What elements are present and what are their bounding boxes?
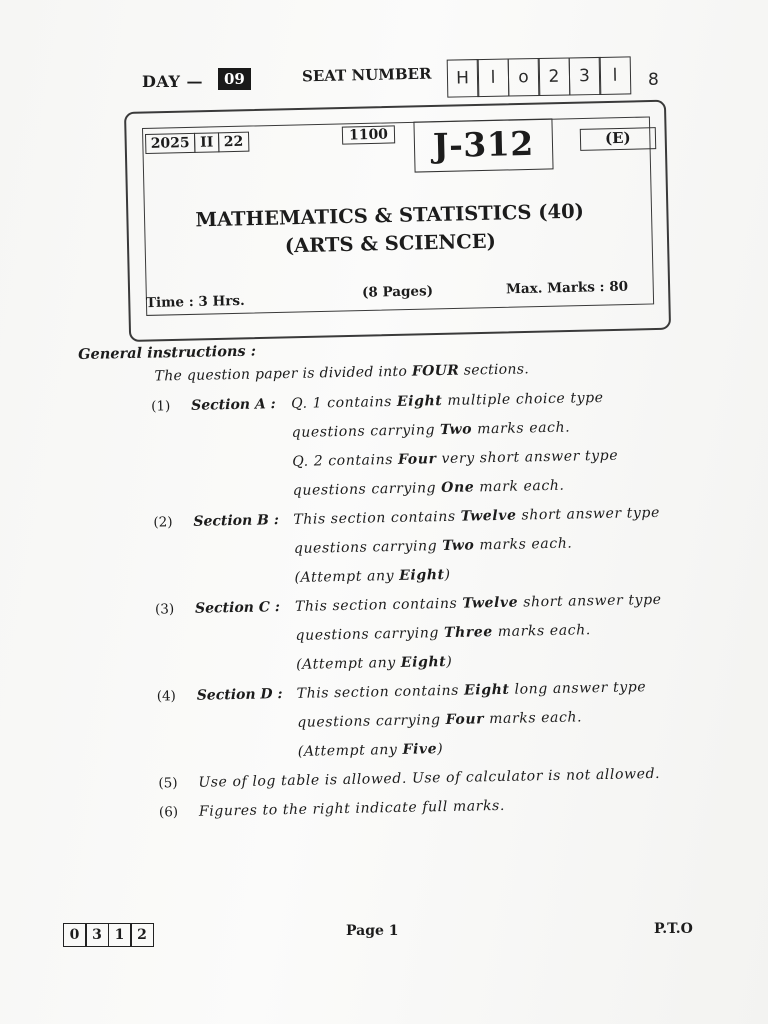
instruction-text [295, 592, 665, 686]
instruction-number: (6) [158, 804, 179, 821]
instruction-line: questions carrying Two marks each. [291, 419, 571, 441]
seat-digit-box: H [446, 59, 479, 98]
instruction-line: Figures to the right indicate full marks. [198, 797, 506, 820]
instruction-item [79, 389, 661, 516]
day-label: DAY — [142, 72, 203, 91]
exam-year: 2025 [145, 133, 196, 154]
instruction-line: Q. 1 contains Eight multiple choice type [290, 389, 604, 412]
instruction-line: This section contains Twelve short answer type [294, 591, 662, 615]
instruction-line: This section contains Eight long answer type [296, 679, 647, 702]
footer-paper-code-boxes [64, 923, 154, 947]
instructions-intro: The question paper is divided into FOUR sections. [154, 361, 530, 385]
footer-code-digit: 2 [130, 923, 154, 947]
exam-date-boxes [146, 132, 249, 154]
general-instructions [78, 335, 667, 835]
section-label: Section A : [191, 396, 276, 414]
day-number: 09 [218, 68, 251, 90]
section-label: Section D : [196, 686, 283, 704]
instruction-line: This section contains Twelve short answer type [293, 504, 661, 528]
please-turn-over: P.T.O [654, 921, 693, 937]
page-number: Page 1 [346, 923, 399, 939]
instruction-line: Use of log table is allowed. Use of calculator is not allowed. [198, 765, 661, 791]
seat-digit-box: l [477, 59, 510, 98]
instruction-number: (2) [153, 514, 173, 531]
instruction-line: Q. 2 contains Four very short answer type [292, 447, 619, 470]
exam-duration: Time : 3 Hrs. [145, 292, 245, 312]
instructions-heading: General instructions : [78, 342, 257, 363]
instruction-item [81, 505, 663, 603]
instruction-line: questions carrying Four marks each. [297, 709, 583, 731]
instruction-text [291, 389, 661, 512]
paper-code: J-312 [413, 118, 553, 172]
seat-number-label: SEAT NUMBER [301, 64, 432, 86]
seat-number-boxes [448, 56, 632, 97]
exam-session: II [194, 132, 220, 153]
instruction-line: questions carrying One mark each. [292, 477, 565, 499]
instruction-item [83, 592, 665, 690]
instruction-number: (1) [151, 398, 171, 415]
footer-code-digit: 1 [108, 923, 132, 947]
language-code: (E) [580, 127, 656, 151]
footer-code-digit: 0 [63, 923, 87, 947]
instruction-line: (Attempt any Eight) [296, 653, 453, 673]
subject-title [139, 196, 640, 263]
exam-date: 22 [218, 132, 250, 153]
subject-line-2: (ARTS & SCIENCE) [284, 229, 497, 258]
instruction-item [85, 679, 667, 777]
page-count: (8 Pages) [361, 283, 434, 301]
instruction-line: questions carrying Two marks each. [293, 535, 573, 557]
instruction-line: questions carrying Three marks each. [295, 622, 591, 644]
instruction-number: (4) [156, 688, 177, 705]
instruction-number: (3) [154, 601, 175, 618]
instruction-number: (5) [158, 775, 178, 792]
exam-time-code: 1100 [342, 125, 395, 144]
seat-digit-box: l [599, 56, 632, 95]
instruction-items [79, 389, 667, 835]
section-label: Section B : [193, 512, 280, 530]
footer-code-digit: 3 [85, 923, 109, 947]
instruction-line: (Attempt any Eight) [294, 566, 451, 586]
subject-line-1: MATHEMATICS & STATISTICS (40) [195, 199, 585, 232]
max-marks: Max. Marks : 80 [505, 278, 629, 298]
seat-digit-extra: 8 [648, 70, 659, 90]
seat-digit-box: 2 [538, 57, 571, 96]
instruction-text [293, 505, 663, 599]
section-label: Section C : [194, 599, 281, 617]
seat-digit-box: o [507, 58, 540, 97]
seat-digit-box: 3 [568, 57, 601, 96]
instruction-line: (Attempt any Five) [297, 741, 444, 760]
instruction-text [297, 679, 667, 773]
